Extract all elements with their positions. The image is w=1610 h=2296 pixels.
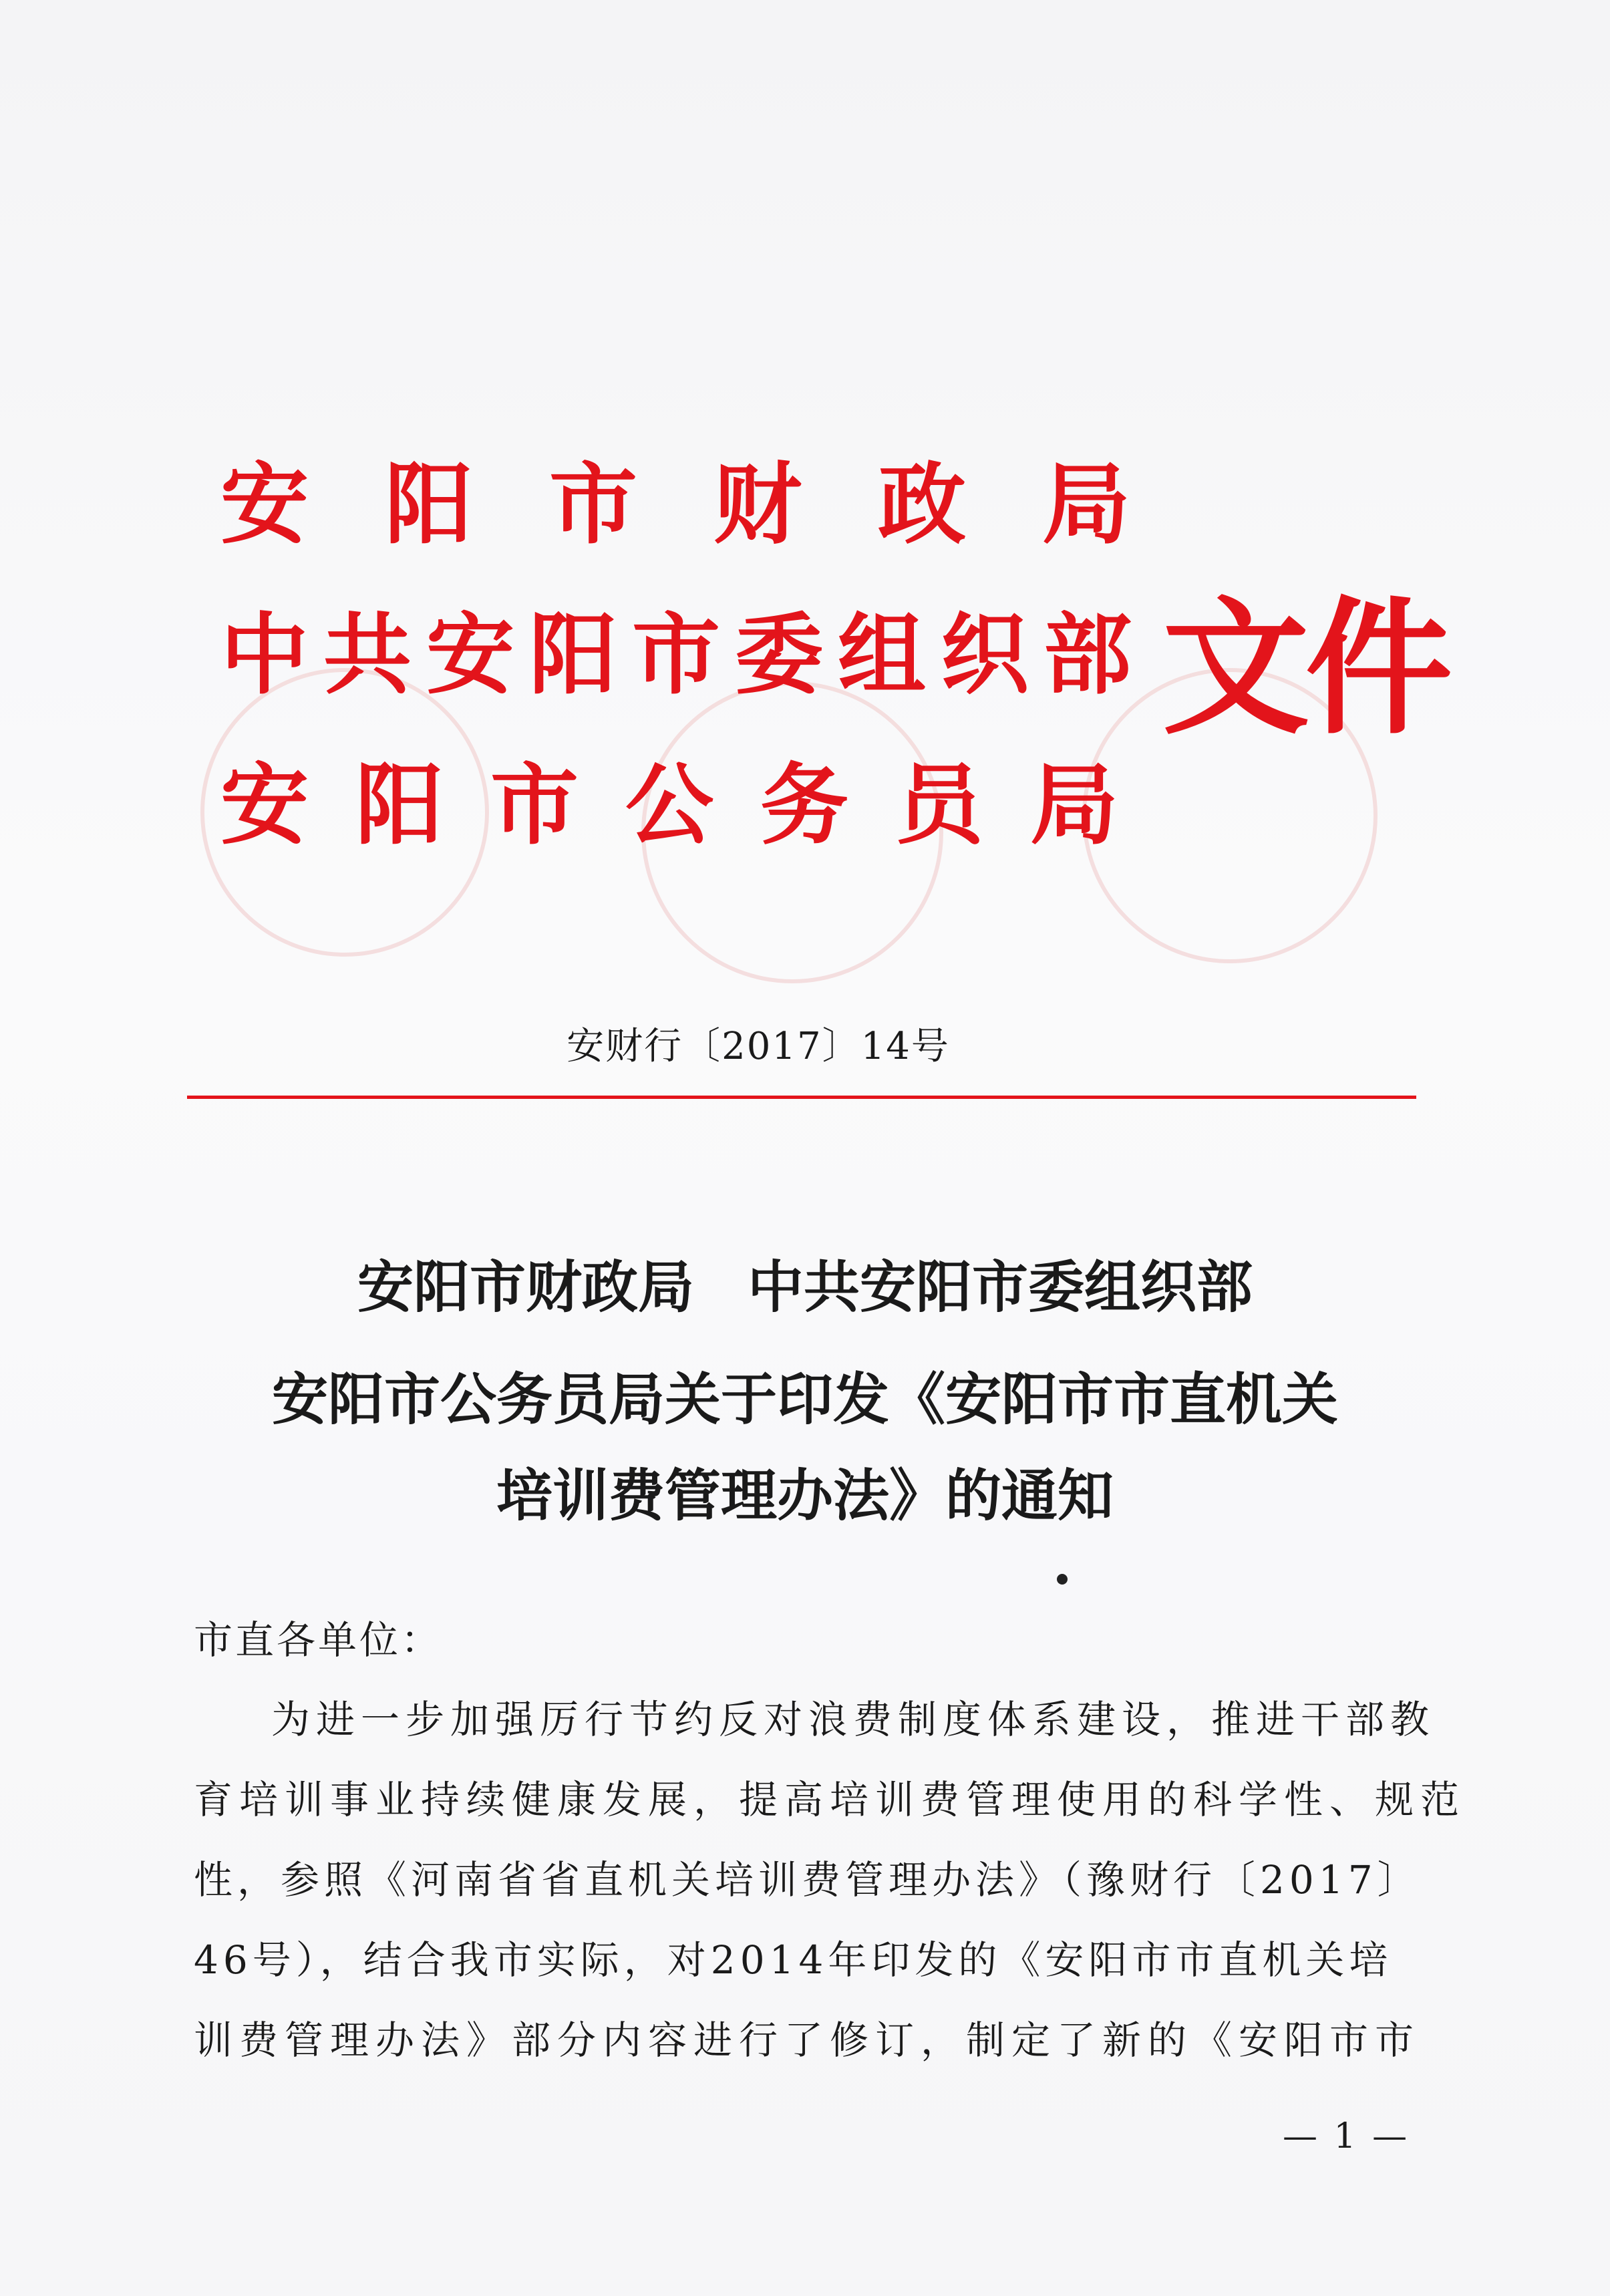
salutation: 市直各单位： bbox=[194, 1617, 443, 1663]
document-number-text: 安财行〔2017〕14号 bbox=[567, 1025, 950, 1068]
ink-spot bbox=[1057, 1574, 1068, 1585]
document-type-label: 文件 bbox=[1162, 581, 1449, 754]
title-issuer-b: 中共安阳市委组织部 bbox=[748, 1254, 1253, 1320]
issuer-organization-department: 中共安阳市委组织部 bbox=[220, 603, 1146, 707]
issuer-finance-bureau: 安阳市财政局 bbox=[220, 453, 1206, 556]
body-paragraph-line: 46号），结合我市实际，对2014年印发的《安阳市市直机关培 bbox=[194, 1937, 1393, 1983]
document-title-line-3: 培训费管理办法》的通知 bbox=[496, 1462, 1114, 1528]
document-title-line-2: 安阳市公务员局关于印发《安阳市市直机关 bbox=[271, 1366, 1338, 1432]
issuer-civil-service-bureau: 安阳市公务员局 bbox=[220, 754, 1165, 857]
document-number bbox=[0, 1017, 1610, 1070]
body-paragraph-line: 育培训事业持续健康发展，提高培训费管理使用的科学性、规范 bbox=[194, 1777, 1466, 1822]
body-paragraph-line: 为进一步加强厉行节约反对浪费制度体系建设，推进干部教 bbox=[271, 1697, 1436, 1742]
document-title-line-1 bbox=[0, 1243, 1610, 1323]
title-issuer-a: 安阳市财政局 bbox=[357, 1254, 694, 1320]
body-paragraph-line: 性，参照《河南省省直机关培训费管理办法》（豫财行〔2017〕 bbox=[194, 1857, 1421, 1903]
body-paragraph-line: 训费管理办法》部分内容进行了修订，制定了新的《安阳市市 bbox=[194, 2017, 1421, 2063]
page-number: — 1 — bbox=[1283, 2116, 1410, 2156]
red-header bbox=[220, 453, 1449, 888]
red-separator-line bbox=[187, 1096, 1416, 1099]
